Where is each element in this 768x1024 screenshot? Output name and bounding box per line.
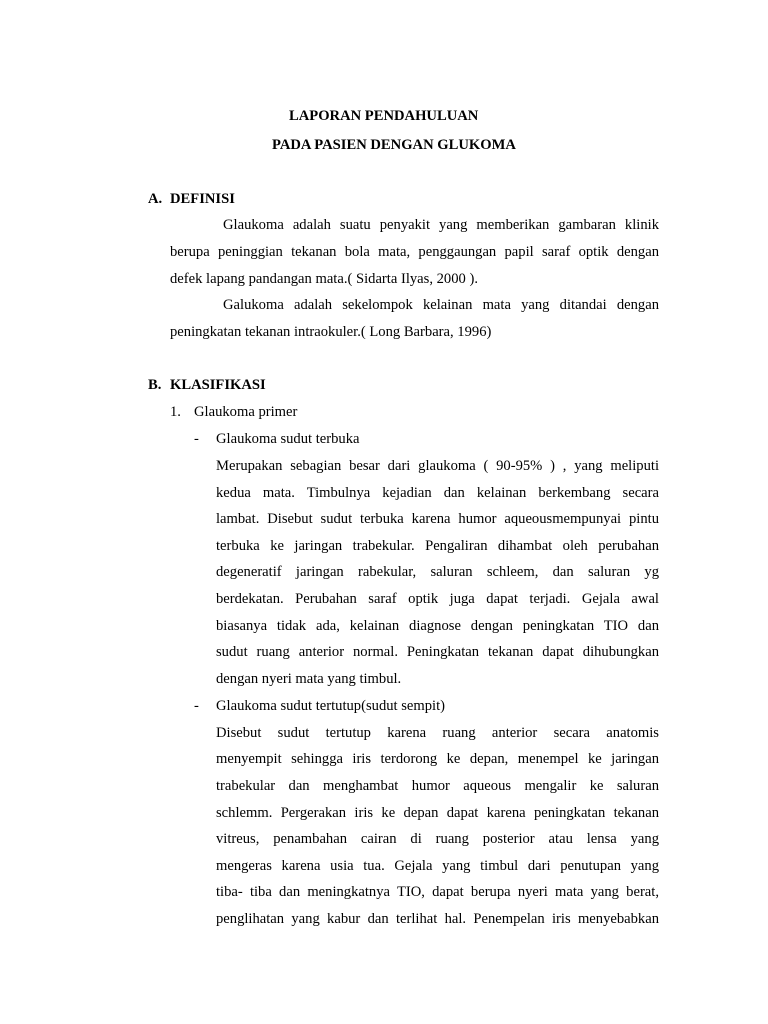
sub1-text-line: terbuka ke jaringan trabekular. Pengaliran dihambat oleh perubahan [216, 538, 659, 554]
sub-item-dash: - [194, 698, 199, 714]
section-a-heading: DEFINISI [170, 191, 235, 207]
section-a-para1-line: defek lapang pandangan mata.( Sidarta Ilyas, 2000 ). [170, 271, 478, 287]
sub1-text-line: lambat. Disebut sudut terbuka karena humor aqueousmempunyai pintu [216, 511, 659, 527]
section-a-para1-line: berupa peninggian tekanan bola mata, penggaungan papil saraf optik dengan [170, 244, 659, 260]
sub-item-dash: - [194, 431, 199, 447]
sub1-text-line: Merupakan sebagian besar dari glaukoma ( 90-95% ) , yang meliputi [216, 458, 659, 474]
sub1-text-line: biasanya tidak ada, kelainan diagnose dengan peningkatan TIO dan [216, 618, 659, 634]
sub2-text-line: mengeras karena usia tua. Gejala yang timbul dari penutupan yang [216, 858, 659, 874]
sub2-text-line: trabekular dan menghambat humor aqueous mengalir ke saluran [216, 778, 659, 794]
section-a-para2-line: Galukoma adalah sekelompok kelainan mata yang ditandai dengan [223, 297, 659, 313]
title-line-1: LAPORAN PENDAHULUAN [289, 108, 479, 124]
sub1-text-line: berdekatan. Perubahan saraf optik juga dapat terjadi. Gejala awal [216, 591, 659, 607]
section-a-para1-line: Glaukoma adalah suatu penyakit yang memberikan gambaran klinik [223, 217, 659, 233]
sub-item-title: Glaukoma sudut terbuka [216, 431, 360, 447]
sub2-text-line: Disebut sudut tertutup karena ruang anterior secara anatomis [216, 725, 659, 741]
sub-item-title: Glaukoma sudut tertutup(sudut sempit) [216, 698, 446, 714]
sub1-text-line: dengan nyeri mata yang timbul. [216, 671, 402, 687]
section-b-heading: KLASIFIKASI [170, 377, 266, 393]
sub2-text-line: vitreus, penambahan cairan di ruang posterior atau lensa yang [216, 831, 659, 847]
list-item-number: 1. [170, 404, 181, 420]
section-a-para2-line: peningkatan tekanan intraokuler.( Long Barbara, 1996) [170, 324, 492, 340]
section-a-label: A. [148, 191, 163, 207]
section-b-label: B. [148, 377, 162, 393]
sub2-text-line: penglihatan yang kabur dan terlihat hal. Penempelan iris menyebabkan [216, 911, 659, 927]
sub1-text-line: sudut ruang anterior normal. Peningkatan tekanan dapat dihubungkan [216, 644, 659, 660]
list-item-text: Glaukoma primer [194, 404, 298, 420]
sub2-text-line: schlemm. Pergerakan iris ke depan dapat karena peningkatan tekanan [216, 805, 659, 821]
sub1-text-line: degeneratif jaringan rabekular, saluran schleem, dan saluran yg [216, 564, 659, 580]
title-line-2: PADA PASIEN DENGAN GLUKOMA [272, 137, 516, 153]
sub1-text-line: kedua mata. Timbulnya kejadian dan kelainan berkembang secara [216, 485, 659, 501]
sub2-text-line: menyempit sehingga iris terdorong ke depan, menempel ke jaringan [216, 751, 659, 767]
sub2-text-line: tiba- tiba dan meningkatnya TIO, dapat berupa nyeri mata yang berat, [216, 884, 659, 900]
